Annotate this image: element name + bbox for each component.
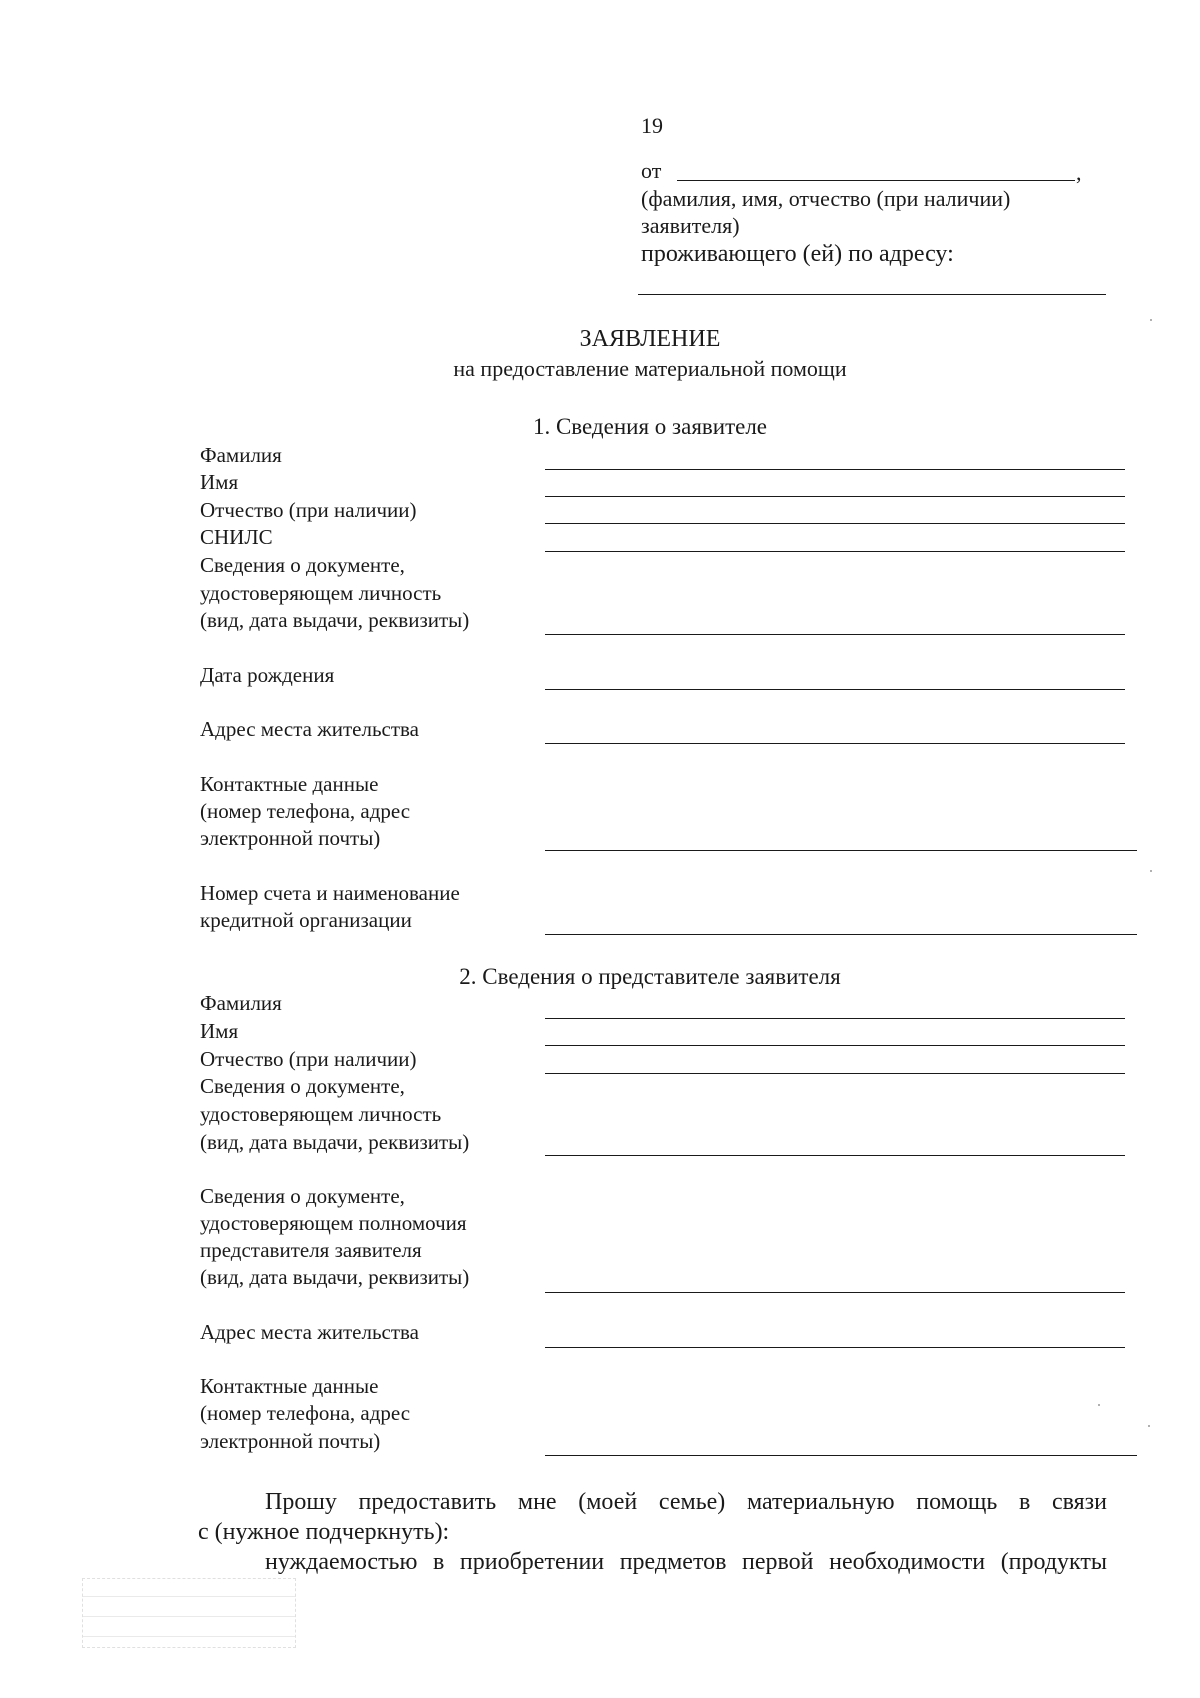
s1-snils-field[interactable] [545,551,1125,552]
scan-speck [1150,319,1152,321]
request-line3: нуждаемостью в приобретении предметов первой необходимости (продукты [265,1549,1107,1575]
faded-stamp [82,1578,296,1648]
section2-heading: 2. Сведения о представителе заявителя [459,964,841,989]
s2-patronymic-field[interactable] [545,1073,1125,1074]
s1-patronymic-field[interactable] [545,523,1125,524]
from-hint-line2: заявителя) [641,213,740,238]
s1-id-doc-label-l1: Сведения о документе, [200,553,405,577]
s1-account-field[interactable] [545,934,1137,935]
s1-name-label: Имя [200,470,239,494]
request-line2: с (нужное подчеркнуть): [198,1519,450,1545]
s1-address-label: Адрес места жительства [200,717,419,741]
s1-id-doc-field[interactable] [545,634,1125,635]
s2-auth-doc-label-l1: Сведения о документе, [200,1184,405,1208]
s1-address-field[interactable] [545,743,1125,744]
s1-name-field[interactable] [545,496,1125,497]
s2-patronymic-label: Отчество (при наличии) [200,1047,417,1071]
s1-id-doc-label-l2: удостоверяющем личность [200,581,442,605]
page-number: 19 [641,113,663,138]
s2-contacts-label-l2: (номер телефона, адрес [200,1401,411,1425]
s2-auth-doc-field[interactable] [545,1292,1125,1293]
scan-speck [1150,870,1152,872]
residing-label: проживающего (ей) по адресу: [641,241,954,267]
from-prefix: от [641,158,662,183]
s1-contacts-label-l1: Контактные данные [200,772,379,796]
scan-speck [1098,1404,1100,1406]
s2-name-field[interactable] [545,1045,1125,1046]
s2-auth-doc-label-l4: (вид, дата выдачи, реквизиты) [200,1265,470,1289]
s1-surname-label: Фамилия [200,443,282,467]
s2-contacts-label-l1: Контактные данные [200,1374,379,1398]
s2-id-doc-label-l1: Сведения о документе, [200,1074,405,1098]
s1-id-doc-label-l3: (вид, дата выдачи, реквизиты) [200,608,470,632]
document-subtitle: на предоставление материальной помощи [453,356,847,381]
s1-birth-date-label: Дата рождения [200,663,335,687]
s1-contacts-label-l2: (номер телефона, адрес [200,799,411,823]
s2-surname-label: Фамилия [200,991,282,1015]
s1-account-label-l2: кредитной организации [200,908,412,932]
s1-surname-field[interactable] [545,469,1125,470]
s2-name-label: Имя [200,1019,239,1043]
s2-address-label: Адрес места жительства [200,1320,419,1344]
residing-address-field[interactable] [638,294,1106,295]
from-hint-line1: (фамилия, имя, отчество (при наличии) [641,186,1011,211]
s2-id-doc-label-l3: (вид, дата выдачи, реквизиты) [200,1130,470,1154]
s1-birth-date-field[interactable] [545,689,1125,690]
request-line1: Прошу предоставить мне (моей семье) материальную помощь в связи [265,1489,1107,1515]
s2-auth-doc-label-l3: представителя заявителя [200,1238,422,1262]
from-name-field[interactable] [677,180,1075,181]
s2-surname-field[interactable] [545,1018,1125,1019]
s1-contacts-field[interactable] [545,850,1137,851]
s2-contacts-field[interactable] [545,1455,1137,1456]
s2-id-doc-label-l2: удостоверяющем личность [200,1102,442,1126]
s1-account-label-l1: Номер счета и наименование [200,881,460,905]
s2-address-field[interactable] [545,1347,1125,1348]
s2-auth-doc-label-l2: удостоверяющем полномочия [200,1211,467,1235]
s2-id-doc-field[interactable] [545,1155,1125,1156]
s2-contacts-label-l3: электронной почты) [200,1429,381,1453]
section1-heading: 1. Сведения о заявителе [532,414,768,439]
s1-patronymic-label: Отчество (при наличии) [200,498,417,522]
scan-speck [1148,1425,1150,1427]
s1-snils-label: СНИЛС [200,525,273,549]
s1-contacts-label-l3: электронной почты) [200,826,381,850]
document-title: ЗАЯВЛЕНИЕ [579,326,721,352]
from-trailing-comma: , [1076,160,1082,185]
